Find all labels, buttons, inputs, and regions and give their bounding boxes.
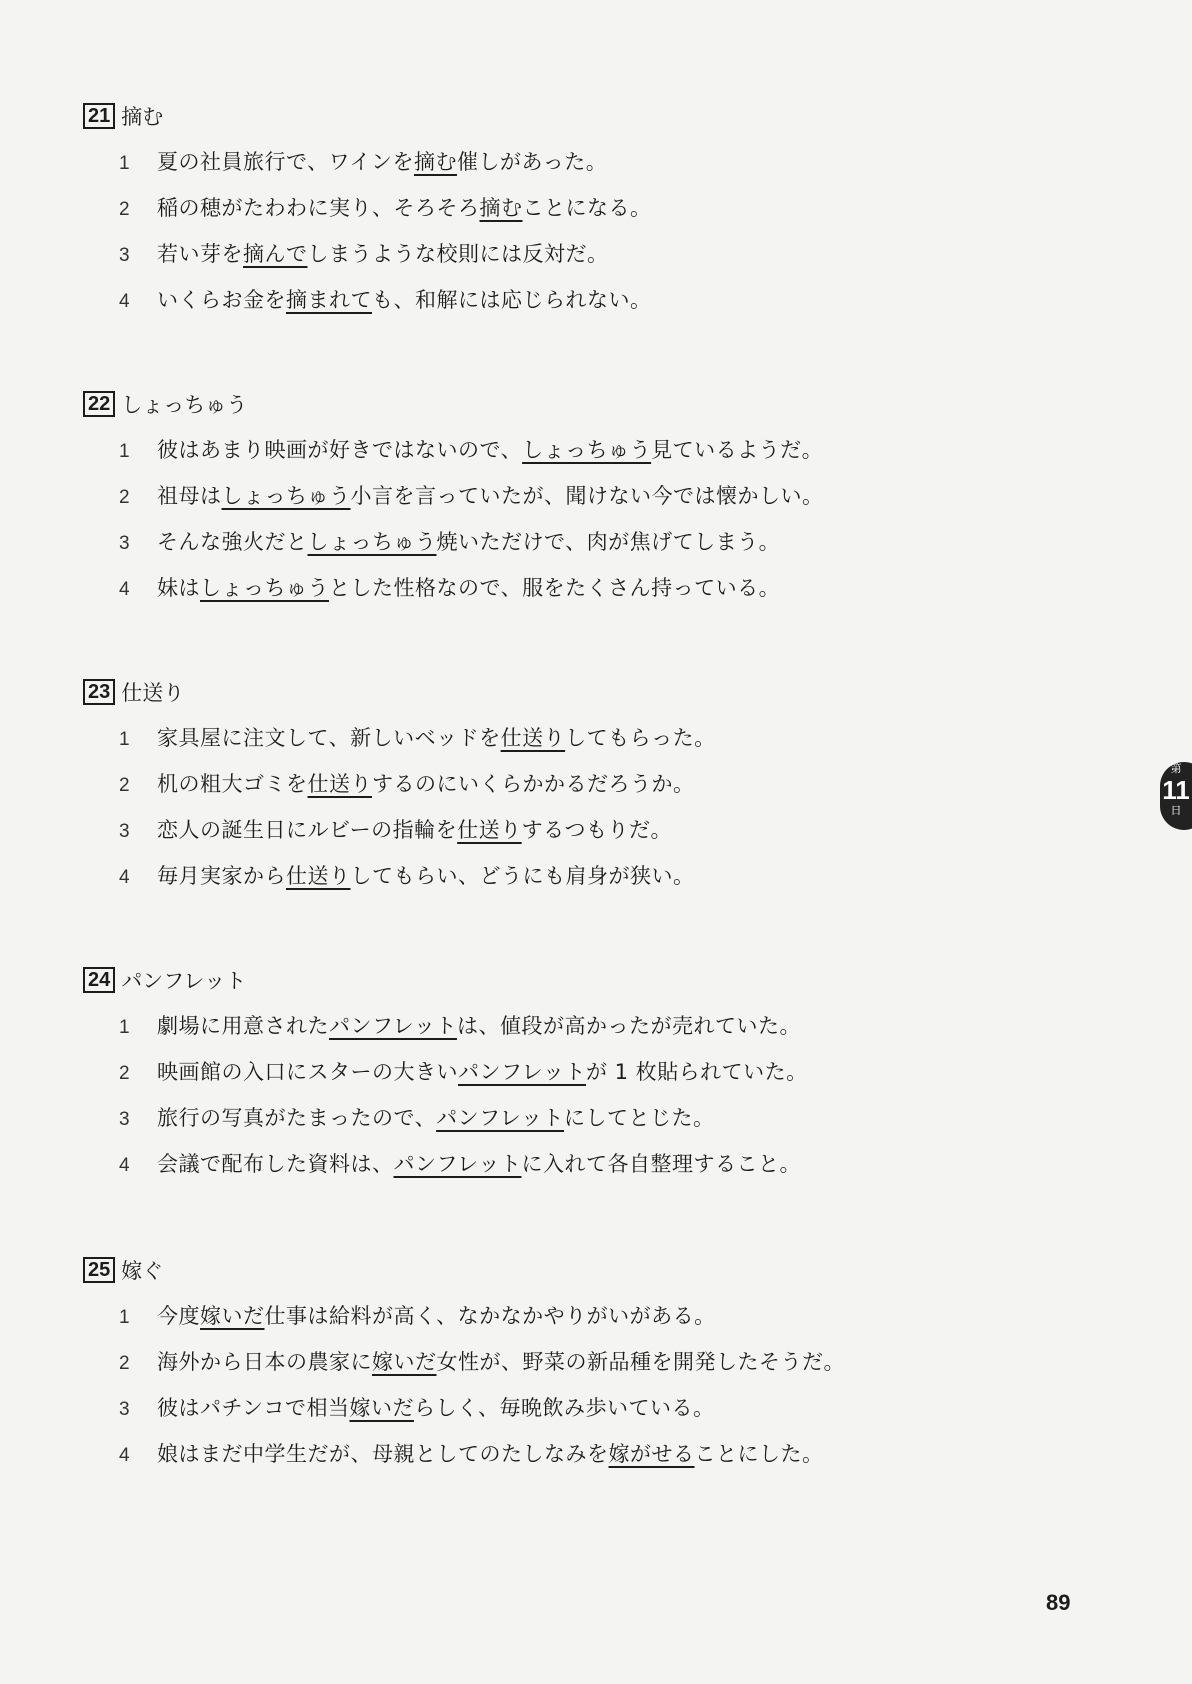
underlined-word: しょっちゅう [522,438,652,462]
day-tab-prefix: 第 [1170,763,1182,775]
option-text-after: は、値段が高かったが売れていた。 [456,1014,801,1038]
option-text-after: ことにした。 [694,1442,824,1466]
question-22 [83,384,1083,618]
option-number: 3 [119,533,131,554]
question-header [83,384,1083,424]
day-tab [1160,762,1192,830]
answer-option [83,1300,1083,1346]
answer-option [83,146,1083,192]
option-text-before: 恋人の誕生日にルビーの指輪を [157,818,458,842]
answer-option [83,526,1083,572]
option-text-before: 若い芽を [157,242,243,266]
question-word: 嫁ぐ [121,1259,164,1283]
underlined-word: 仕送り [500,726,566,750]
answer-option [83,1148,1083,1194]
question-header [83,960,1083,1000]
answer-option [83,860,1083,906]
option-number: 1 [119,1017,131,1038]
answer-option [83,1102,1083,1148]
underlined-word: 仕送り [307,772,372,796]
option-text-after: しまうような校則には反対だ。 [307,242,609,266]
option-text-after: 小言を言っていたが、聞けない今では懐かしい。 [350,484,824,508]
answer-option [83,722,1083,768]
option-text-after: にしてとじた。 [564,1106,715,1130]
option-text-after: してもらった。 [565,726,716,750]
option-text-after: に入れて各自整理すること。 [521,1152,801,1176]
question-number: 22 [83,391,115,417]
option-text-after: も、和解には応じられない。 [372,288,652,312]
option-text-before: そんな強火だと [157,530,308,554]
underlined-word: パンフレット [329,1014,457,1038]
option-number: 2 [119,1063,131,1084]
option-text-before: 稲の穂がたわわに実り、そろそろ [157,196,480,220]
option-text-before: 会議で配布した資料は、 [157,1152,394,1176]
underlined-word: 仕送り [286,864,351,888]
underlined-word: パンフレット [458,1060,586,1084]
question-header [83,1250,1083,1290]
answer-option [83,284,1083,330]
question-word: パンフレット [121,969,247,993]
question-23 [83,672,1083,906]
option-text-before: 劇場に用意された [157,1014,329,1038]
option-number: 2 [119,1353,131,1374]
underlined-word: しょっちゅう [221,484,351,508]
underlined-word: 嫁いだ [349,1396,414,1420]
question-24 [83,960,1083,1194]
option-text-after: 見ているようだ。 [651,438,824,462]
option-text-before: 家具屋に注文して、新しいベッドを [157,726,501,750]
underlined-word: パンフレット [436,1106,565,1130]
answer-option [83,572,1083,618]
question-header [83,672,1083,712]
option-number: 4 [119,1155,131,1176]
option-text-before: 祖母は [157,484,222,508]
option-text-after: 焼いただけで、肉が焦げてしまう。 [436,530,781,554]
option-text-before: 夏の社員旅行で、ワインを [157,150,414,174]
option-text-after: らしく、毎晩飲み歩いている。 [413,1396,715,1420]
option-text-after: が 1 枚貼られていた。 [585,1060,808,1084]
option-number: 3 [119,1109,131,1130]
answer-option [83,434,1083,480]
option-text-before: 毎月実家から [157,864,286,888]
question-word: しょっちゅう [121,393,248,417]
underlined-word: 摘む [479,196,523,220]
option-text-before: 今度 [157,1304,200,1328]
underlined-word: パンフレット [393,1152,522,1176]
underlined-word: 嫁いだ [200,1304,265,1328]
option-number: 3 [119,1399,131,1420]
page-number: 89 [1046,1590,1071,1615]
option-text-before: 映画館の入口にスターの大きい [157,1060,458,1084]
question-21 [83,96,1083,330]
option-text-after: 仕事は給料が高く、なかなかやりがいがある。 [264,1304,716,1328]
underlined-word: 摘まれて [286,288,372,312]
question-number: 21 [83,103,115,129]
option-number: 1 [119,729,131,750]
option-text-before: 彼はあまり映画が好きではないので、 [157,438,523,462]
answer-option [83,1392,1083,1438]
answer-option [83,1346,1083,1392]
question-word: 仕送り [121,681,185,705]
option-number: 3 [119,245,131,266]
underlined-word: 嫁いだ [372,1350,437,1374]
option-text-before: いくらお金を [157,288,286,312]
answer-option [83,814,1083,860]
answer-option [83,480,1083,526]
option-text-after: するのにいくらかかるだろうか。 [372,772,695,796]
option-text-after: 催しがあった。 [456,150,608,174]
question-number: 24 [83,967,115,993]
option-number: 4 [119,867,131,888]
option-text-after: とした性格なので、服をたくさん持っている。 [329,576,781,600]
answer-option [83,1010,1083,1056]
option-number: 2 [119,775,131,796]
option-text-before: 娘はまだ中学生だが、母親としてのたしなみを [157,1442,609,1466]
option-text-before: 海外から日本の農家に [157,1350,372,1374]
option-number: 4 [119,1445,131,1466]
underlined-word: 嫁がせる [608,1442,695,1466]
underlined-word: 仕送り [457,818,522,842]
answer-option [83,1056,1083,1102]
option-number: 4 [119,579,131,600]
day-tab-number: 11 [1162,775,1190,805]
option-number: 3 [119,821,131,842]
option-text-after: するつもりだ。 [521,818,672,842]
underlined-word: 摘んで [243,242,308,266]
question-25 [83,1250,1083,1484]
option-number: 1 [119,1307,131,1328]
underlined-word: しょっちゅう [200,576,329,600]
answer-option [83,768,1083,814]
option-text-before: 彼はパチンコで相当 [157,1396,350,1420]
option-text-before: 机の粗大ゴミを [157,772,308,796]
question-header [83,96,1083,136]
question-number: 23 [83,679,115,705]
question-word: 摘む [121,105,164,129]
question-number: 25 [83,1257,115,1283]
option-text-after: ことになる。 [522,196,652,220]
option-number: 2 [119,487,131,508]
answer-option [83,192,1083,238]
option-number: 2 [119,199,131,220]
option-number: 1 [119,153,131,174]
underlined-word: しょっちゅう [307,530,437,554]
option-text-after: してもらい、どうにも肩身が狭い。 [350,864,695,888]
answer-option [83,238,1083,284]
option-text-before: 妹は [157,576,200,600]
underlined-word: 摘む [413,150,457,174]
option-number: 4 [119,291,131,312]
answer-option [83,1438,1083,1484]
day-tab-suffix: 日 [1170,805,1182,817]
option-text-after: 女性が、野菜の新品種を開発したそうだ。 [436,1350,845,1374]
option-text-before: 旅行の写真がたまったので、 [157,1106,437,1130]
option-number: 1 [119,441,131,462]
